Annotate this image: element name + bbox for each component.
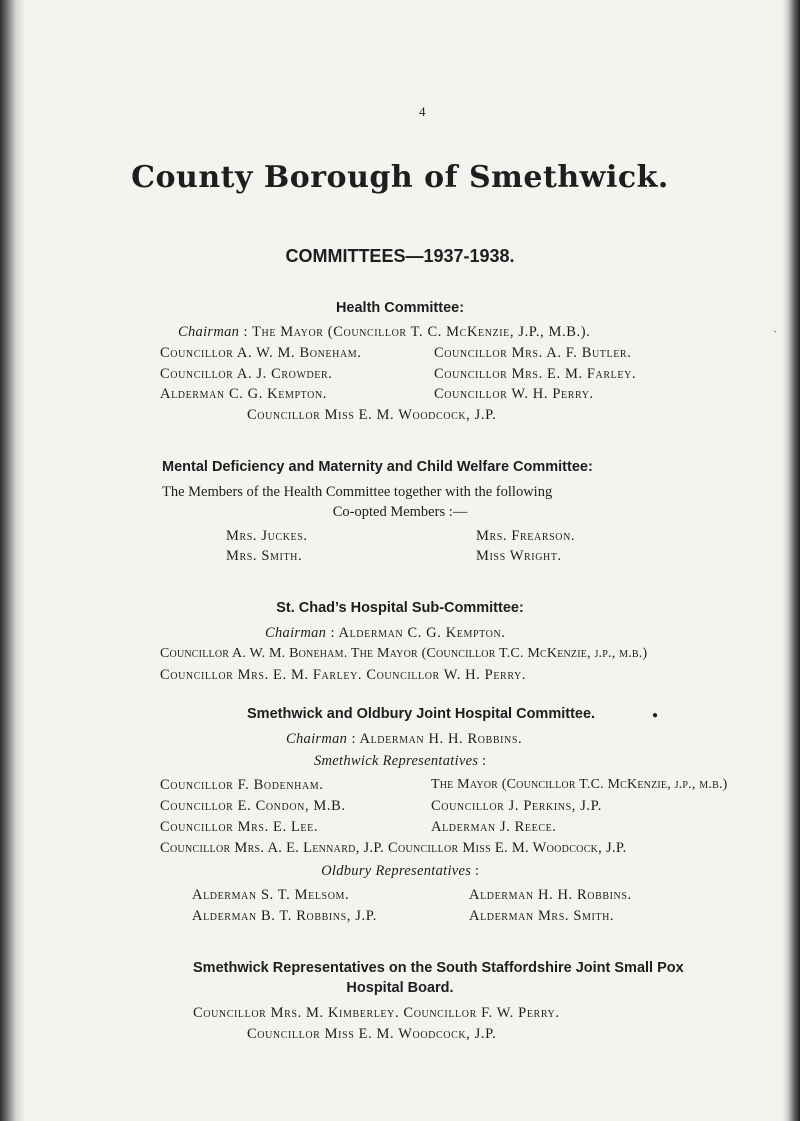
joint-chairman-line [286,731,522,748]
coopted-member: Miss Wright. [476,548,562,564]
health-chairman-line [178,324,590,341]
coopted-member: Mrs. Smith. [226,548,303,564]
small-pox-heading: Smethwick Representatives on the South Staffordshire Joint Small Pox [193,960,684,976]
st-chads-member-line: Councillor A. W. M. Boneham. The Mayor (Councillor T.C. McKenzie, j.p., m.b.) [160,646,648,661]
smethwick-reps-colon: : [482,753,487,769]
smethwick-rep: Councillor E. Condon, M.B. [160,798,346,814]
mental-deficiency-heading: Mental Deficiency and Maternity and Child Welfare Committee: [162,459,593,475]
document-title: County Borough of Smethwick. [131,160,669,195]
st-chads-heading: St. Chad’s Hospital Sub-Committee: [276,600,524,616]
joint-chairman-label: Chairman [286,731,348,747]
joint-hospital-heading: Smethwick and Oldbury Joint Hospital Committee. [247,706,596,722]
health-committee-heading: Health Committee: [335,300,465,316]
joint-chairman-colon: : [351,731,360,747]
health-member: Councillor Mrs. A. F. Butler. [434,345,632,361]
page-number: 4 [419,104,426,119]
oldbury-rep: Alderman H. H. Robbins. [469,887,632,903]
smethwick-rep: Councillor J. Perkins, J.P. [431,798,602,814]
coopted-member: Mrs. Frearson. [476,528,576,544]
oldbury-rep: Alderman Mrs. Smith. [469,908,615,924]
coopted-member: Mrs. Juckes. [226,528,308,544]
mental-intro-line: The Members of the Health Committee together with the following [162,484,553,500]
health-chairman-label: Chairman [178,324,240,340]
bullet-mark: ● [652,710,659,721]
st-chads-member-line: Councillor Mrs. E. M. Farley. Councillor W. H. Perry. [160,667,527,683]
health-member: Councillor A. W. M. Boneham. [160,345,362,361]
st-chads-chairman-colon: : [330,625,339,641]
smethwick-rep: Councillor Mrs. A. E. Lennard, J.P. Councillor Miss E. M. Woodcock, J.P. [160,840,627,856]
joint-chairman-name: Alderman H. H. Robbins. [359,731,523,747]
health-chairman-name: The Mayor (Councillor T. C. McKenzie, J.P., M.B.). [252,324,591,340]
st-chads-chairman-label: Chairman [265,625,327,641]
st-chads-chairman-line [265,625,506,642]
small-pox-member-line: Councillor Miss E. M. Woodcock, J.P. [247,1026,497,1042]
smethwick-rep: Alderman J. Reece. [431,819,557,835]
smethwick-rep: Councillor F. Bodenham. [160,777,324,793]
smethwick-rep: The Mayor (Councillor T.C. McKenzie, j.p., m.b.) [431,777,728,792]
oldbury-reps-label-line [0,863,800,880]
small-pox-heading-line2: Hospital Board. [346,980,454,996]
committees-heading: COMMITTEES—1937-1938. [285,246,515,266]
mental-intro-line: Co-opted Members :— [332,504,468,520]
small-pox-member-line: Councillor Mrs. M. Kimberley. Councillor F. W. Perry. [193,1005,560,1021]
health-member: Councillor Miss E. M. Woodcock, J.P. [247,407,497,423]
health-member: Councillor A. J. Crowder. [160,366,333,382]
st-chads-chairman-name: Alderman C. G. Kempton. [338,625,506,641]
health-member: Councillor W. H. Perry. [434,386,594,402]
oldbury-rep: Alderman S. T. Melsom. [192,887,350,903]
health-chairman-colon: : [243,324,253,340]
smethwick-reps-label-line [0,753,800,770]
oldbury-reps-colon: : [474,863,479,879]
smethwick-reps-label: Smethwick Representatives [313,753,479,769]
health-member: Alderman C. G. Kempton. [160,386,328,402]
smethwick-rep: Councillor Mrs. E. Lee. [160,819,319,835]
health-member: Councillor Mrs. E. M. Farley. [434,366,637,382]
oldbury-rep: Alderman B. T. Robbins, J.P. [192,908,377,924]
scan-speck: ` [773,328,777,342]
oldbury-reps-label: Oldbury Representatives [321,863,472,879]
